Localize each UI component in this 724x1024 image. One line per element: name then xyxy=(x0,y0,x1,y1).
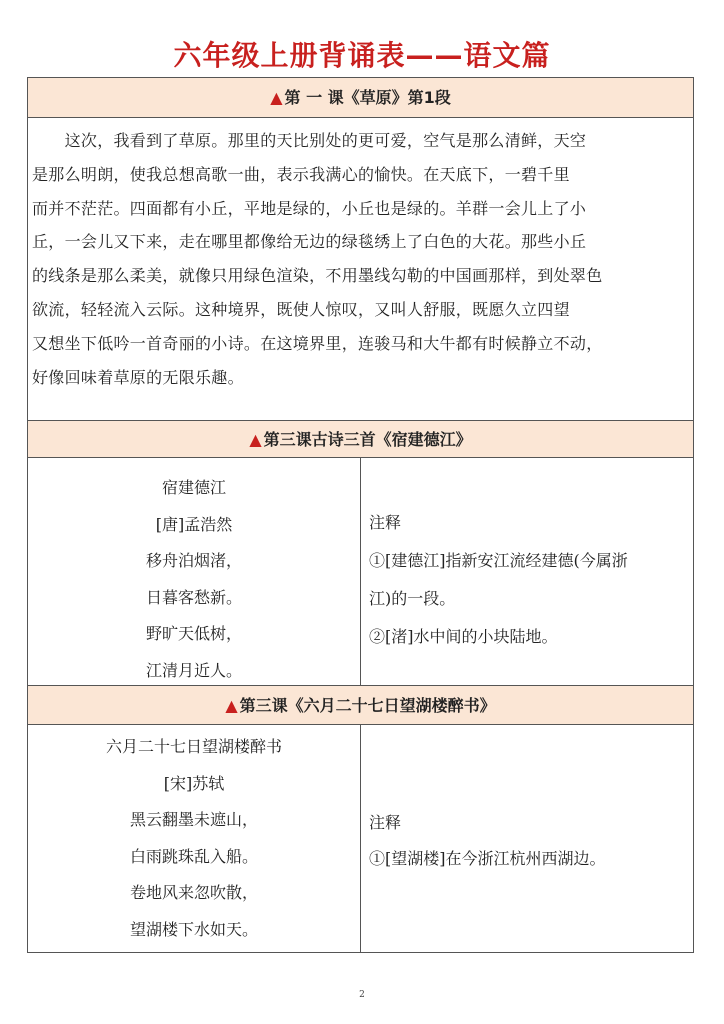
poem-cell xyxy=(28,458,361,685)
poem-title: 六月二十七日望湖楼醉书 xyxy=(105,737,282,756)
section-header-label: 第三课《六月二十七日望湖楼醉书》 xyxy=(239,696,496,715)
note-line: ②[渚]水中间的小块陆地。 xyxy=(369,627,558,646)
page-number: 2 xyxy=(359,990,365,1000)
prose-line: 这次，我看到了草原。那里的天比别处的更可爱，空气是那么清鲜，天空 xyxy=(32,131,587,150)
section-header-label: 第三课古诗三首《宿建德江》 xyxy=(263,430,472,449)
section-header-label: 第 一 课《草原》第1段 xyxy=(284,88,451,107)
poem-cell xyxy=(28,725,361,952)
poem-line: 黑云翻墨未遮山， xyxy=(129,810,258,830)
note-line: 江)的一段。 xyxy=(369,589,456,608)
prose-line: 丘，一会儿又下来，走在哪里都像给无边的绿毯绣上了白色的大花。那些小丘 xyxy=(32,232,587,252)
triangle-marker-icon: ▲ xyxy=(225,696,238,715)
poem-row-wanghulou xyxy=(28,725,693,952)
notes-heading: 注释 xyxy=(369,813,402,832)
notes-heading: 注释 xyxy=(369,513,402,532)
triangle-marker-icon: ▲ xyxy=(249,430,262,449)
notes-cell xyxy=(361,725,693,952)
note-line: ①[望湖楼]在今浙江杭州西湖边。 xyxy=(369,849,606,868)
prose-line: 好像回味着草原的无限乐趣。 xyxy=(32,367,244,387)
poem-line: 日暮客愁新。 xyxy=(145,587,242,607)
page-title: 六年级上册背诵表——语文篇 xyxy=(173,39,551,72)
prose-line: 欲流，轻轻流入云际。这种境界，既使人惊叹，又叫人舒服，既愿久立四望 xyxy=(32,299,570,319)
poem-author: [唐]孟浩然 xyxy=(155,514,233,534)
section-header-sujiandejiang xyxy=(28,420,693,458)
poem-line: 望湖楼下水如天。 xyxy=(129,919,258,939)
recitation-table xyxy=(27,77,694,953)
section-header-caoyuan xyxy=(28,78,693,118)
prose-line: 是那么明朗，使我总想高歌一曲，表示我满心的愉快。在天底下，一碧千里 xyxy=(32,164,570,184)
poem-line: 移舟泊烟渚， xyxy=(145,551,242,571)
triangle-marker-icon: ▲ xyxy=(270,88,283,107)
note-line: ①[建德江]指新安江流经建德(今属浙 xyxy=(369,551,628,570)
poem-line: 卷地风来忽吹散， xyxy=(129,883,258,903)
prose-line: 的线条是那么柔美，就像只用绿色渲染，不用墨线勾勒的中国画那样，到处翠色 xyxy=(32,266,603,286)
poem-line: 白雨跳珠乱入船。 xyxy=(129,846,258,866)
poem-line: 野旷天低树， xyxy=(145,624,242,644)
poem-author: [宋]苏轼 xyxy=(163,773,225,793)
poem-title: 宿建德江 xyxy=(161,478,226,497)
section-header-wanghulou xyxy=(28,685,693,725)
prose-line: 又想坐下低吟一首奇丽的小诗。在这境界里，连骏马和大牛都有时候静立不动， xyxy=(32,333,603,353)
notes-cell xyxy=(361,458,693,685)
prose-passage xyxy=(28,118,693,420)
prose-line: 而并不茫茫。四面都有小丘，平地是绿的，小丘也是绿的。羊群一会儿上了小 xyxy=(32,198,587,218)
poem-line: 江清月近人。 xyxy=(145,660,242,680)
poem-row-sujiandejiang xyxy=(28,458,693,685)
